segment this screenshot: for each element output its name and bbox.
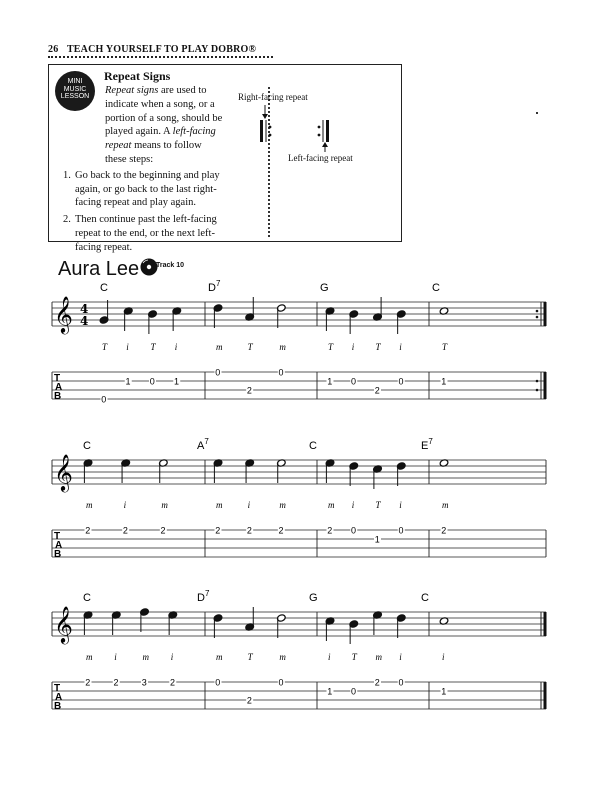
tab-letter: B [54, 549, 62, 560]
time-signature: 4 [80, 302, 89, 316]
repeat-dot [536, 389, 539, 392]
chord-symbol: C [309, 440, 317, 452]
time-signature: 4 [80, 314, 89, 328]
picking-finger: i [442, 652, 445, 662]
lesson-title: Repeat Signs [104, 69, 171, 83]
tab-fret-number: 0 [278, 367, 284, 378]
picking-finger: i [174, 342, 178, 352]
tab-fret-number: 1 [441, 376, 447, 387]
picking-finger: m [279, 500, 286, 510]
tab-fret-number: 1 [125, 376, 131, 387]
music-system [52, 279, 547, 405]
song-title: Aura Lee [58, 258, 140, 280]
tab-fret-number: 0 [149, 376, 155, 387]
repeat-dot [536, 310, 539, 313]
tab-fret-number: 0 [398, 376, 404, 387]
picking-finger: i [399, 652, 402, 662]
tab-fret-number: 2 [85, 525, 91, 536]
tab-letter: A [55, 692, 63, 703]
tab-fret-number: 2 [169, 677, 175, 688]
tab-fret-number: 1 [374, 534, 380, 545]
picking-finger: T [442, 342, 448, 352]
picking-finger: T [375, 342, 381, 352]
tab-letter: A [55, 540, 63, 551]
tab-fret-number: 1 [173, 376, 179, 387]
treble-clef-icon: 𝄞 [54, 605, 73, 643]
tab-fret-number: 0 [350, 525, 356, 536]
tab-fret-number: 2 [246, 385, 252, 396]
chord-symbol: C [421, 592, 429, 604]
picking-finger: i [123, 500, 127, 510]
chord-symbol: G [320, 282, 329, 294]
picking-finger: i [399, 342, 402, 352]
mini-music-lesson-badge: MINI MUSIC LESSON [55, 71, 95, 111]
picking-finger: i [170, 652, 174, 662]
picking-finger: m [328, 500, 335, 510]
repeat-dot [536, 380, 539, 383]
picking-finger: m [86, 652, 93, 662]
tab-fret-number: 0 [350, 686, 356, 697]
tab-fret-number: 2 [246, 525, 252, 536]
tab-letter: T [54, 373, 61, 384]
chord-symbol: C [83, 440, 91, 452]
tab-fret-number: 3 [141, 677, 147, 688]
picking-finger: m [142, 652, 149, 662]
chord-symbol: $D^7$ [197, 589, 210, 604]
treble-clef-icon: 𝄞 [54, 453, 73, 491]
tab-fret-number: 2 [374, 677, 380, 688]
tab-fret-number: 2 [215, 525, 221, 536]
tab-letter: A [55, 382, 63, 393]
chord-symbol: C [432, 282, 440, 294]
lesson-step: 2. Then continue past the left-facing repeat to the end, or the next left-facing repeat. [63, 214, 217, 253]
tab-fret-number: 1 [327, 686, 333, 697]
chord-symbol: G [309, 592, 318, 604]
picking-finger: T [102, 342, 108, 352]
chord-symbol: C [83, 592, 91, 604]
picking-finger: m [375, 652, 382, 662]
tab-fret-number: 0 [278, 677, 284, 688]
picking-finger: m [442, 500, 449, 510]
tab-fret-number: 1 [441, 686, 447, 697]
picking-finger: m [279, 342, 286, 352]
tab-letter: B [54, 701, 62, 712]
picking-finger: m [216, 652, 223, 662]
chord-symbol: $E^7$ [421, 437, 433, 452]
picking-finger: i [351, 342, 355, 352]
final-bar [544, 372, 547, 399]
picking-finger: i [126, 342, 129, 352]
tab-letter: B [54, 391, 62, 402]
picking-finger: m [161, 500, 168, 510]
left-facing-repeat-label: Left-facing repeat [288, 153, 353, 163]
final-bar [544, 612, 547, 636]
lesson-step: 1. Go back to the beginning and play again, or go back to the last right-facing repeat and play again. [63, 169, 220, 209]
tab-fret-number: 0 [101, 394, 107, 405]
picking-finger: i [247, 500, 251, 510]
tab-fret-number: 0 [215, 677, 221, 688]
right-facing-repeat-label: Right-facing repeat [238, 92, 308, 102]
chord-symbol: $A^7$ [197, 437, 209, 452]
picking-finger: T [375, 500, 381, 510]
picking-finger: i [114, 652, 117, 662]
picking-finger: i [328, 652, 331, 662]
tab-fret-number: 2 [246, 695, 252, 706]
music-system [52, 589, 547, 712]
tab-fret-number: 2 [122, 525, 128, 536]
final-bar [544, 302, 547, 326]
book-title: TEACH YOURSELF TO PLAY DOBRO® [66, 44, 257, 55]
tab-letter: T [54, 683, 61, 694]
picking-finger: m [279, 652, 286, 662]
picking-finger: m [216, 500, 223, 510]
tab-fret-number: 2 [85, 677, 91, 688]
picking-finger: T [150, 342, 156, 352]
picking-finger: T [247, 652, 253, 662]
picking-finger: T [351, 652, 357, 662]
tab-fret-number: 2 [278, 525, 284, 536]
tab-fret-number: 2 [374, 385, 380, 396]
chord-symbol: C [100, 282, 108, 294]
tab-fret-number: 2 [113, 677, 119, 688]
picking-finger: i [351, 500, 355, 510]
tab-letter: T [54, 531, 61, 542]
picking-finger: T [328, 342, 334, 352]
page-number: 26 [48, 44, 59, 55]
tab-fret-number: 0 [215, 367, 221, 378]
tab-fret-number: 1 [327, 376, 333, 387]
picking-finger: T [247, 342, 253, 352]
tab-fret-number: 0 [350, 376, 356, 387]
picking-finger: m [86, 500, 93, 510]
final-bar [544, 682, 547, 709]
tab-fret-number: 0 [398, 677, 404, 688]
tab-fret-number: 0 [398, 525, 404, 536]
picking-finger: m [216, 342, 223, 352]
tab-fret-number: 2 [160, 525, 166, 536]
picking-finger: i [399, 500, 402, 510]
repeat-dot [536, 316, 539, 319]
tab-fret-number: 2 [441, 525, 447, 536]
track-label: Track 10 [156, 262, 185, 269]
treble-clef-icon: 𝄞 [54, 295, 73, 333]
chord-symbol: $D^7$ [208, 279, 221, 294]
music-system [52, 437, 546, 560]
tab-fret-number: 2 [327, 525, 333, 536]
lesson-intro: Repeat signs are used to indicate when a song, or a portion of a song, should be played again. A left-facing repeat means to follow these steps: [105, 85, 223, 165]
